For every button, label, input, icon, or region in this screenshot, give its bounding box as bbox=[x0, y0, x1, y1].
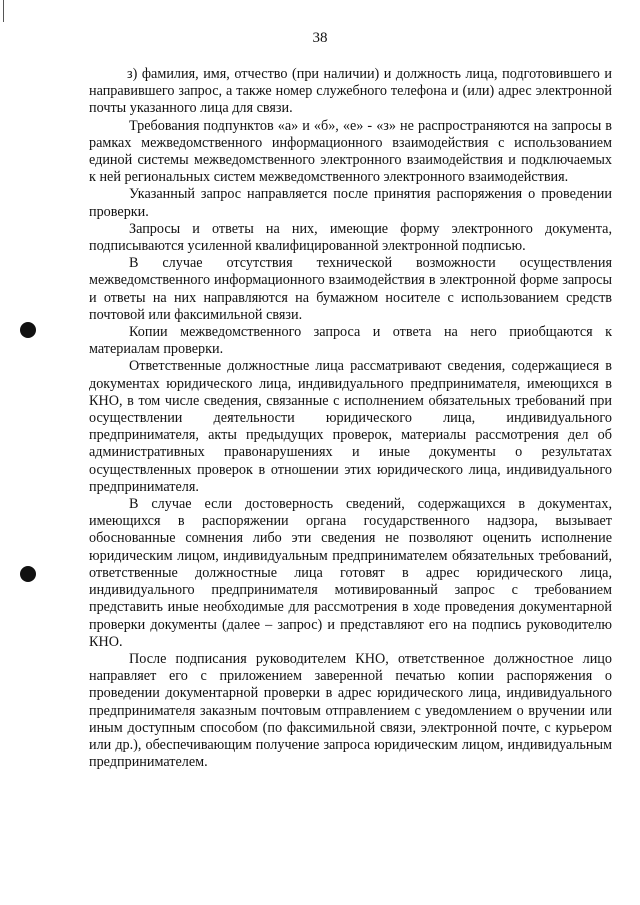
paragraph: Запросы и ответы на них, имеющие форму электронного документа, подписываются усиленной квалифицированной электронной подписью. bbox=[89, 220, 612, 255]
page-number: 38 bbox=[312, 30, 328, 46]
paragraph: Указанный запрос направляется после принятия распоряжения о проведении проверки. bbox=[89, 186, 612, 220]
paragraph: Ответственные должностные лица рассматривают сведения, содержащиеся в документах юридического лица, индивидуального предпринимателя, имеющихся в КНО, в том числе сведения, связанные с исполнением обязательных требований при осуществлении деятельности юридического лица, индивидуального предпринимателя, акты предыдущих проверок, материалы рассмотрения дел об административных правонарушениях и иные документы о результатах осуществленных проверок в отношении этих юридического лица, индивидуального предпринимателя. bbox=[89, 358, 612, 495]
paragraph: После подписания руководителем КНО, ответственное должностное лицо направляет его с приложением заверенной печатью копии распоряжения о проведении документарной проверки в адрес юридического лица, индивидуального предпринимателя заказным почтовым отправлением с уведомлением о вручении или иным доступным способом (по факсимильной связи, электронной почте, с курьером или др.), обеспечивающим получение запроса юридическим лицом, индивидуальным предпринимателем. bbox=[89, 650, 612, 771]
paragraph: з) фамилия, имя, отчество (при наличии) и должность лица, подготовившего и направившего запрос, а также номер служебного телефона и (или) адрес электронной почты указанного лица для связи. bbox=[89, 66, 612, 117]
paragraph: В случае отсутствия технической возможности осуществления межведомственного информационного взаимодействия в электронной форме запросы и ответы на них направляются на бумажном носителе с использованием средств почтовой или факсимильной связи. bbox=[89, 255, 612, 323]
paragraph: В случае если достоверность сведений, содержащихся в документах, имеющихся в распоряжении органа государственного надзора, вызывает обоснованные сомнения либо эти сведения не позволяют оценить исполнение юридическим лицом, индивидуальным предпринимателем обязательных требований, ответственные должностные лица готовят в адрес юридического лица, индивидуального предпринимателя мотивированный запрос с требованием представить иные необходимые для рассмотрения в ходе проведения документарной проверки документы (далее – запрос) и представляют его на подпись руководителю КНО. bbox=[89, 496, 612, 650]
paragraph: Копии межведомственного запроса и ответа на него приобщаются к материалам проверки. bbox=[89, 324, 612, 358]
paragraph: Требования подпунктов «а» и «б», «е» - «з» не распространяются на запросы в рамках межведомственного информационного взаимодействия с использованием единой системы межведомственного электронного взаимодействия и подключаемых к ней региональных систем межведомственного электронного взаимодействия. bbox=[89, 117, 612, 186]
scan-edge-line bbox=[3, 0, 4, 22]
punch-hole-mark bbox=[20, 566, 36, 582]
document-body bbox=[89, 66, 612, 771]
punch-hole-mark bbox=[20, 322, 36, 338]
